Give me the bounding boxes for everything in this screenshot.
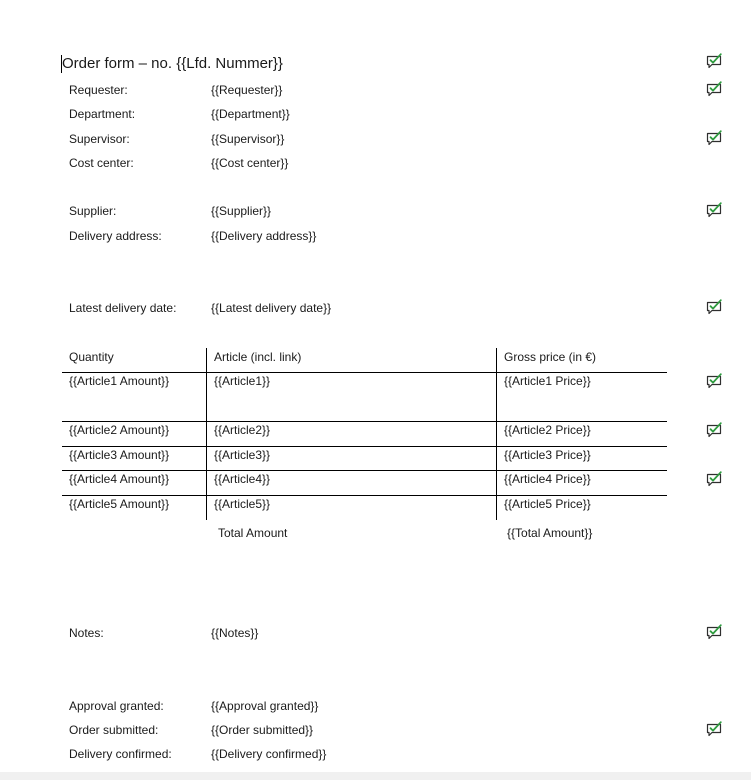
- articles-table: [62, 345, 667, 545]
- delivery-confirmed-value: {{Delivery confirmed}}: [211, 747, 327, 761]
- resolved-comment-icon[interactable]: [705, 201, 723, 219]
- article2-price: {{Article2 Price}}: [504, 423, 591, 437]
- article1-amount: {{Article1 Amount}}: [69, 374, 170, 388]
- resolved-comment-icon[interactable]: [705, 372, 723, 390]
- department-value: {{Department}}: [211, 107, 290, 121]
- delivery-confirmed-label: Delivery confirmed:: [69, 747, 172, 761]
- supplier-value: {{Supplier}}: [211, 204, 272, 218]
- article5-name: {{Article5}}: [214, 497, 271, 511]
- article2-name: {{Article2}}: [214, 423, 271, 437]
- resolved-comment-icon[interactable]: [705, 80, 723, 98]
- page-bottom-edge: [0, 772, 751, 780]
- cost-center-value: {{Cost center}}: [211, 156, 289, 170]
- article1-price: {{Article1 Price}}: [504, 374, 591, 388]
- cost-center-label: Cost center:: [69, 156, 134, 170]
- article2-amount: {{Article2 Amount}}: [69, 423, 170, 437]
- supplier-label: Supplier:: [69, 204, 117, 218]
- article3-amount: {{Article3 Amount}}: [69, 448, 170, 462]
- resolved-comment-icon[interactable]: [705, 129, 723, 147]
- approval-granted-value: {{Approval granted}}: [211, 699, 319, 713]
- resolved-comment-icon[interactable]: [705, 470, 723, 488]
- requester-value: {{Requester}}: [211, 83, 283, 97]
- requester-label: Requester:: [69, 83, 128, 97]
- latest-delivery-date-value: {{Latest delivery date}}: [211, 301, 332, 315]
- resolved-comment-icon[interactable]: [705, 298, 723, 316]
- delivery-address-label: Delivery address:: [69, 229, 162, 243]
- article3-price: {{Article3 Price}}: [504, 448, 591, 462]
- article4-name: {{Article4}}: [214, 472, 271, 486]
- delivery-address-value: {{Delivery address}}: [211, 229, 317, 243]
- total-amount-value: {{Total Amount}}: [507, 526, 593, 540]
- order-submitted-label: Order submitted:: [69, 723, 159, 737]
- notes-label: Notes:: [69, 626, 104, 640]
- page-title: Order form – no. {{Lfd. Nummer}}: [62, 55, 283, 72]
- article5-amount: {{Article5 Amount}}: [69, 497, 170, 511]
- total-amount-label: Total Amount: [218, 526, 288, 540]
- resolved-comment-icon[interactable]: [705, 52, 723, 70]
- department-label: Department:: [69, 107, 136, 121]
- notes-value: {{Notes}}: [211, 626, 259, 640]
- supervisor-label: Supervisor:: [69, 132, 130, 146]
- header-gross-price: Gross price (in €): [504, 350, 597, 364]
- supervisor-value: {{Supervisor}}: [211, 132, 285, 146]
- article1-name: {{Article1}}: [214, 374, 271, 388]
- article5-price: {{Article5 Price}}: [504, 497, 591, 511]
- order-submitted-value: {{Order submitted}}: [211, 723, 314, 737]
- article3-name: {{Article3}}: [214, 448, 271, 462]
- latest-delivery-date-label: Latest delivery date:: [69, 301, 177, 315]
- resolved-comment-icon[interactable]: [705, 720, 723, 738]
- article4-price: {{Article4 Price}}: [504, 472, 591, 486]
- header-article: Article (incl. link): [214, 350, 302, 364]
- article4-amount: {{Article4 Amount}}: [69, 472, 170, 486]
- resolved-comment-icon[interactable]: [705, 623, 723, 641]
- header-quantity: Quantity: [69, 350, 114, 364]
- resolved-comment-icon[interactable]: [705, 421, 723, 439]
- approval-granted-label: Approval granted:: [69, 699, 164, 713]
